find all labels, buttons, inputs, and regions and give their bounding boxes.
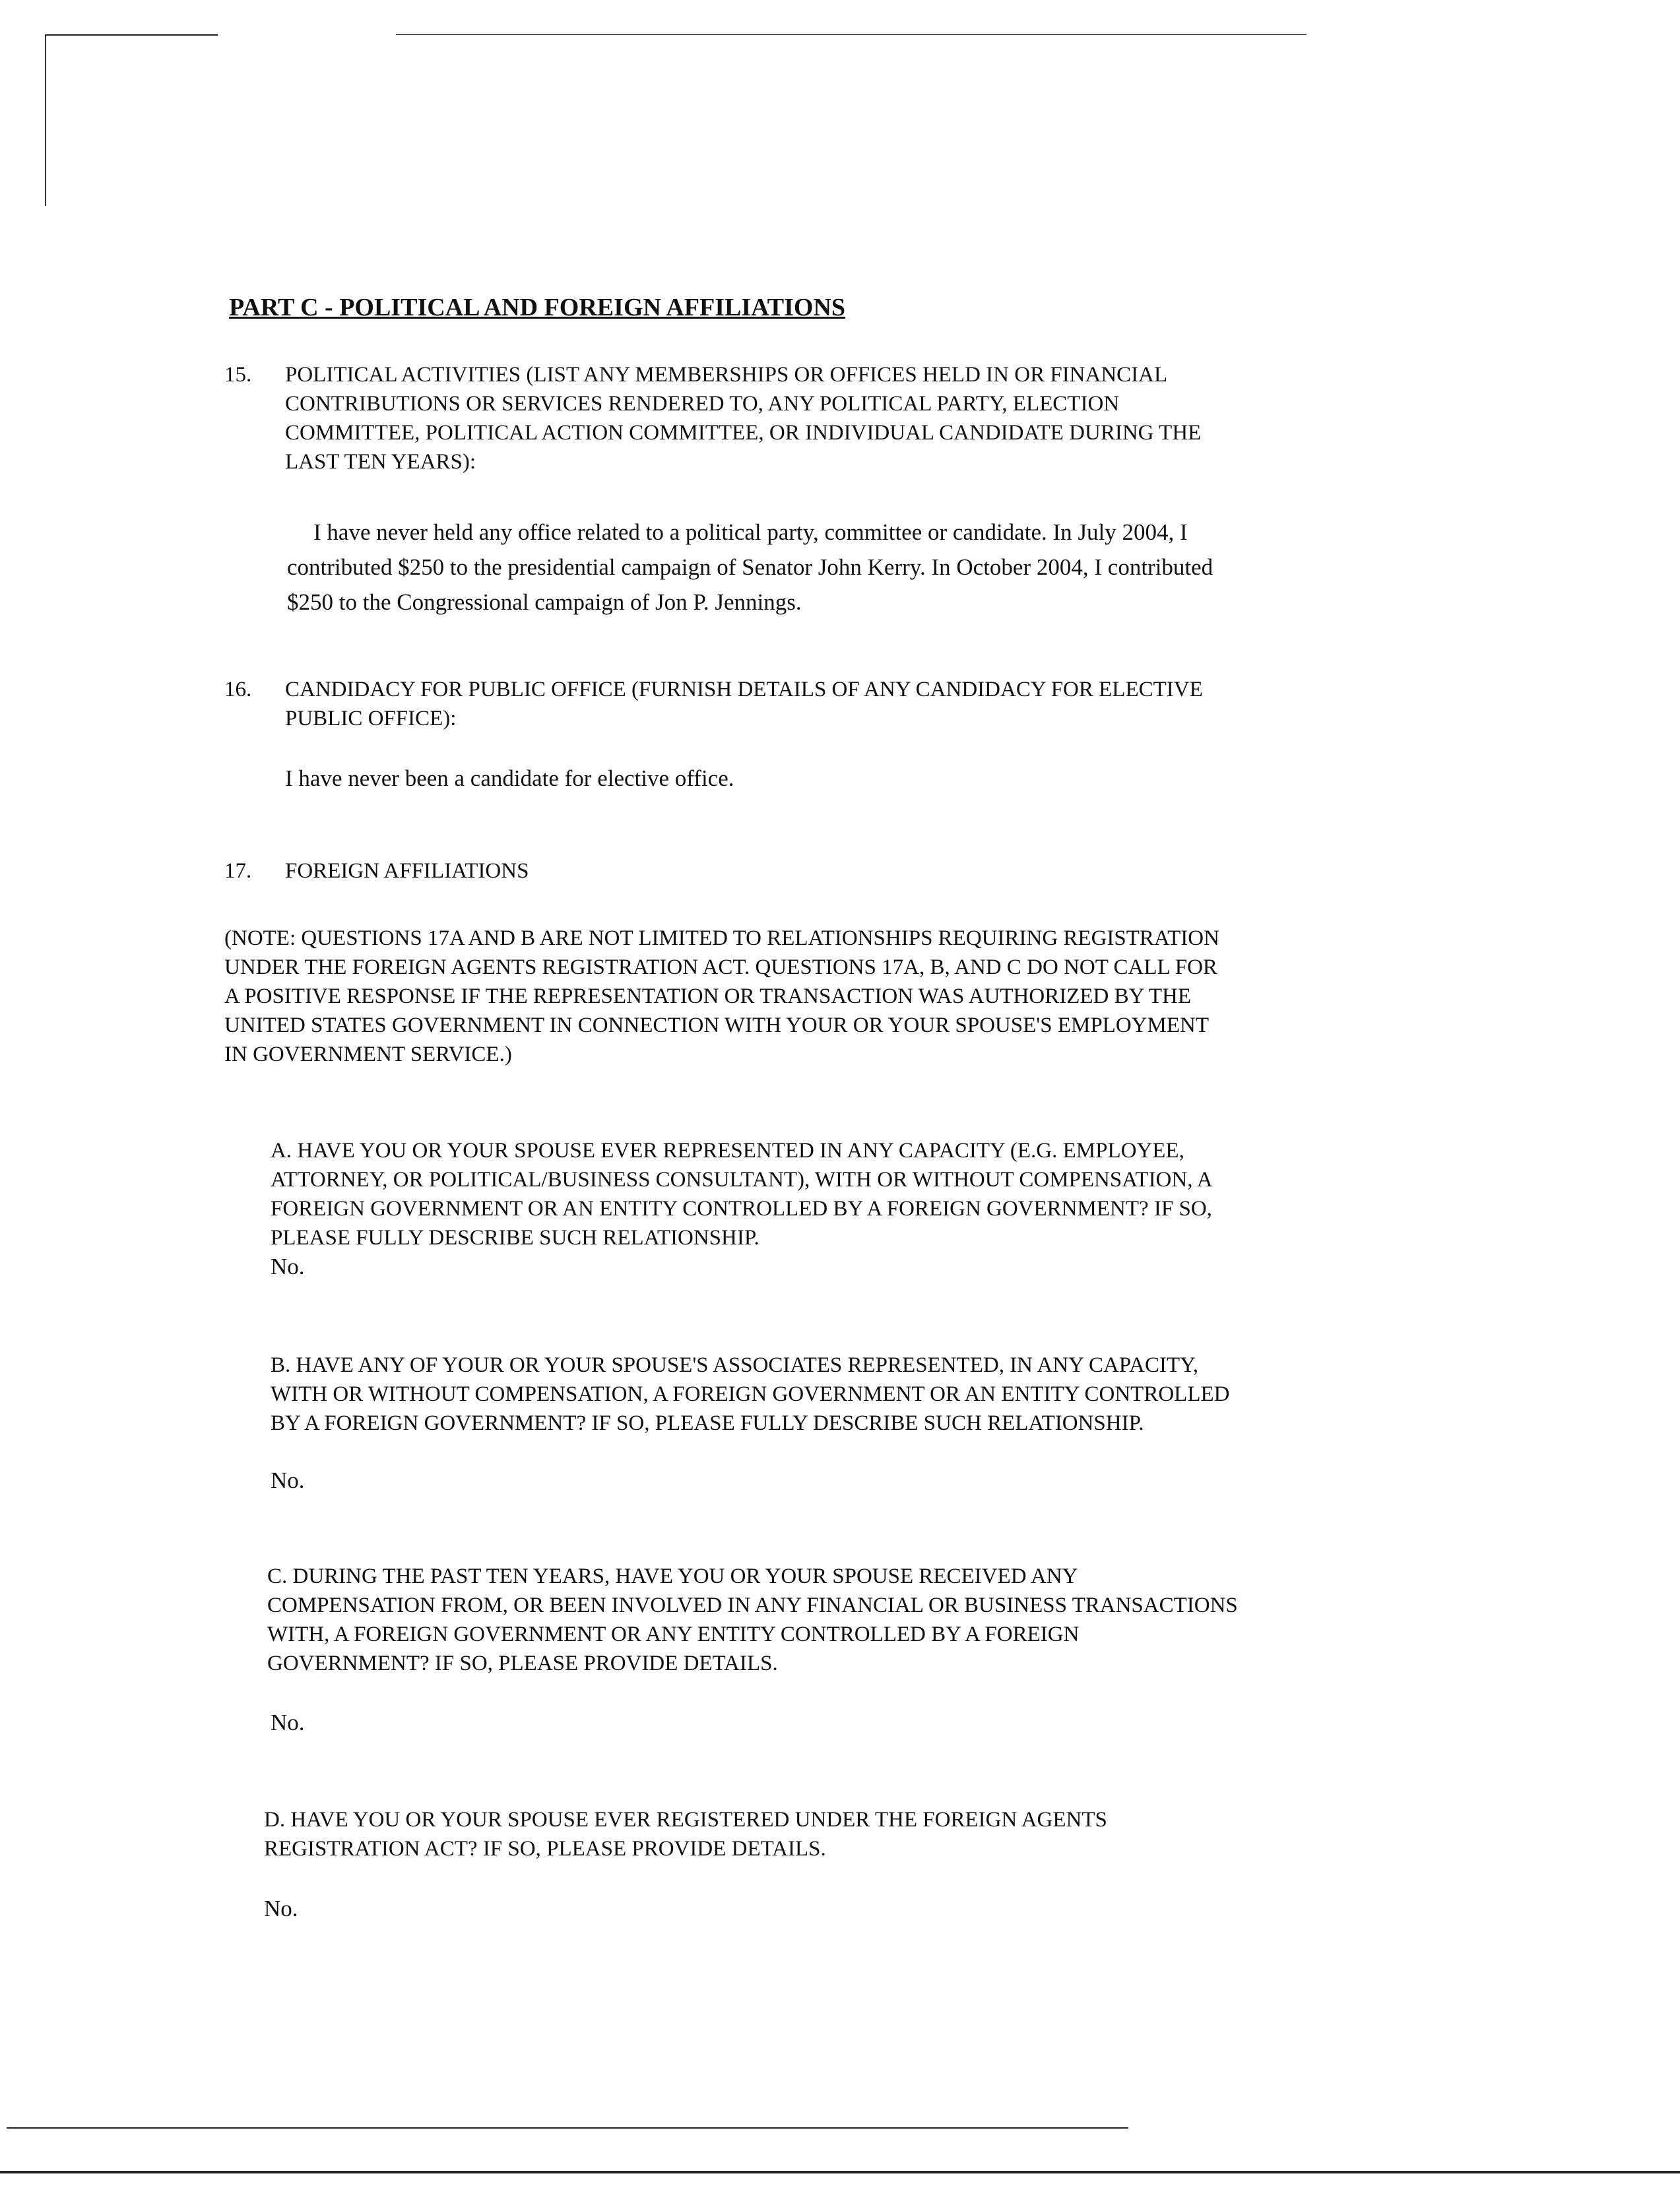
q16-question <box>285 675 1203 733</box>
question-line: FOREIGN GOVERNMENT OR AN ENTITY CONTROLLED BY A FOREIGN GOVERNMENT? IF SO, <box>271 1197 1212 1221</box>
question-line: LAST TEN YEARS): <box>285 450 476 474</box>
q17a-answer: No. <box>271 1254 305 1279</box>
note-line: UNDER THE FOREIGN AGENTS REGISTRATION ACT. QUESTIONS 17A, B, AND C DO NOT CALL FOR <box>224 955 1217 979</box>
q16-answer: I have never been a candidate for elective office. <box>285 765 734 791</box>
q17c-question <box>267 1562 1238 1678</box>
question-line: PLEASE FULLY DESCRIBE SUCH RELATIONSHIP. <box>271 1226 759 1250</box>
question-line: C. DURING THE PAST TEN YEARS, HAVE YOU OR YOUR SPOUSE RECEIVED ANY <box>267 1564 1078 1588</box>
note-line: IN GOVERNMENT SERVICE.) <box>224 1043 512 1066</box>
question-line: CANDIDACY FOR PUBLIC OFFICE (FURNISH DETAILS OF ANY CANDIDACY FOR ELECTIVE <box>285 678 1203 701</box>
part-title: PART C - POLITICAL AND FOREIGN AFFILIATIONS <box>229 294 846 321</box>
q17-note <box>224 924 1219 1069</box>
question-line: B. HAVE ANY OF YOUR OR YOUR SPOUSE'S ASSOCIATES REPRESENTED, IN ANY CAPACITY, <box>271 1353 1198 1377</box>
scan-edge-line <box>46 34 218 36</box>
question-line: ATTORNEY, OR POLITICAL/BUSINESS CONSULTANT), WITH OR WITHOUT COMPENSATION, A <box>271 1168 1213 1192</box>
answer-line: contributed $250 to the presidential campaign of Senator John Kerry. In October 2004, I contributed <box>287 554 1213 580</box>
question-line: CONTRIBUTIONS OR SERVICES RENDERED TO, ANY POLITICAL PARTY, ELECTION <box>285 392 1120 416</box>
scan-edge-line <box>7 2127 1128 2129</box>
scan-edge-line <box>45 34 46 206</box>
question-line: D. HAVE YOU OR YOUR SPOUSE EVER REGISTERED UNDER THE FOREIGN AGENTS <box>264 1808 1107 1832</box>
q17-number: 17. <box>224 859 252 883</box>
question-line: REGISTRATION ACT? IF SO, PLEASE PROVIDE DETAILS. <box>264 1837 826 1861</box>
question-line: COMPENSATION FROM, OR BEEN INVOLVED IN ANY FINANCIAL OR BUSINESS TRANSACTIONS <box>267 1593 1238 1617</box>
question-line: COMMITTEE, POLITICAL ACTION COMMITTEE, OR INDIVIDUAL CANDIDATE DURING THE <box>285 421 1202 445</box>
note-line: UNITED STATES GOVERNMENT IN CONNECTION WITH YOUR OR YOUR SPOUSE'S EMPLOYMENT <box>224 1013 1209 1037</box>
question-line: WITH OR WITHOUT COMPENSATION, A FOREIGN GOVERNMENT OR AN ENTITY CONTROLLED <box>271 1382 1230 1406</box>
question-line: GOVERNMENT? IF SO, PLEASE PROVIDE DETAILS. <box>267 1652 778 1675</box>
q17b-answer: No. <box>271 1467 305 1493</box>
question-line: BY A FOREIGN GOVERNMENT? IF SO, PLEASE FULLY DESCRIBE SUCH RELATIONSHIP. <box>271 1411 1144 1435</box>
answer-line: I have never held any office related to a political party, committee or candidate. In July 2004, I <box>313 519 1188 545</box>
question-line: POLITICAL ACTIVITIES (LIST ANY MEMBERSHIPS OR OFFICES HELD IN OR FINANCIAL <box>285 363 1168 387</box>
q17a-question <box>271 1136 1213 1252</box>
q15-question <box>285 360 1201 476</box>
scan-edge-line <box>396 34 1307 35</box>
q17c-answer: No. <box>271 1710 305 1735</box>
answer-line: $250 to the Congressional campaign of Jon P. Jennings. <box>287 589 802 615</box>
q17d-answer: No. <box>264 1896 298 1921</box>
q17d-question <box>264 1805 1107 1863</box>
note-line: A POSITIVE RESPONSE IF THE REPRESENTATION OR TRANSACTION WAS AUTHORIZED BY THE <box>224 984 1192 1008</box>
q15-answer <box>287 515 1213 620</box>
scan-edge-line <box>0 2171 1680 2173</box>
q15-number: 15. <box>224 363 252 387</box>
question-line: PUBLIC OFFICE): <box>285 707 457 730</box>
question-line: WITH, A FOREIGN GOVERNMENT OR ANY ENTITY CONTROLLED BY A FOREIGN <box>267 1623 1080 1646</box>
q16-number: 16. <box>224 678 252 701</box>
question-line: A. HAVE YOU OR YOUR SPOUSE EVER REPRESENTED IN ANY CAPACITY (E.G. EMPLOYEE, <box>271 1139 1184 1163</box>
note-line: (NOTE: QUESTIONS 17A AND B ARE NOT LIMITED TO RELATIONSHIPS REQUIRING REGISTRATION <box>224 926 1219 950</box>
q17b-question <box>271 1351 1229 1438</box>
q17-heading: FOREIGN AFFILIATIONS <box>285 859 529 883</box>
